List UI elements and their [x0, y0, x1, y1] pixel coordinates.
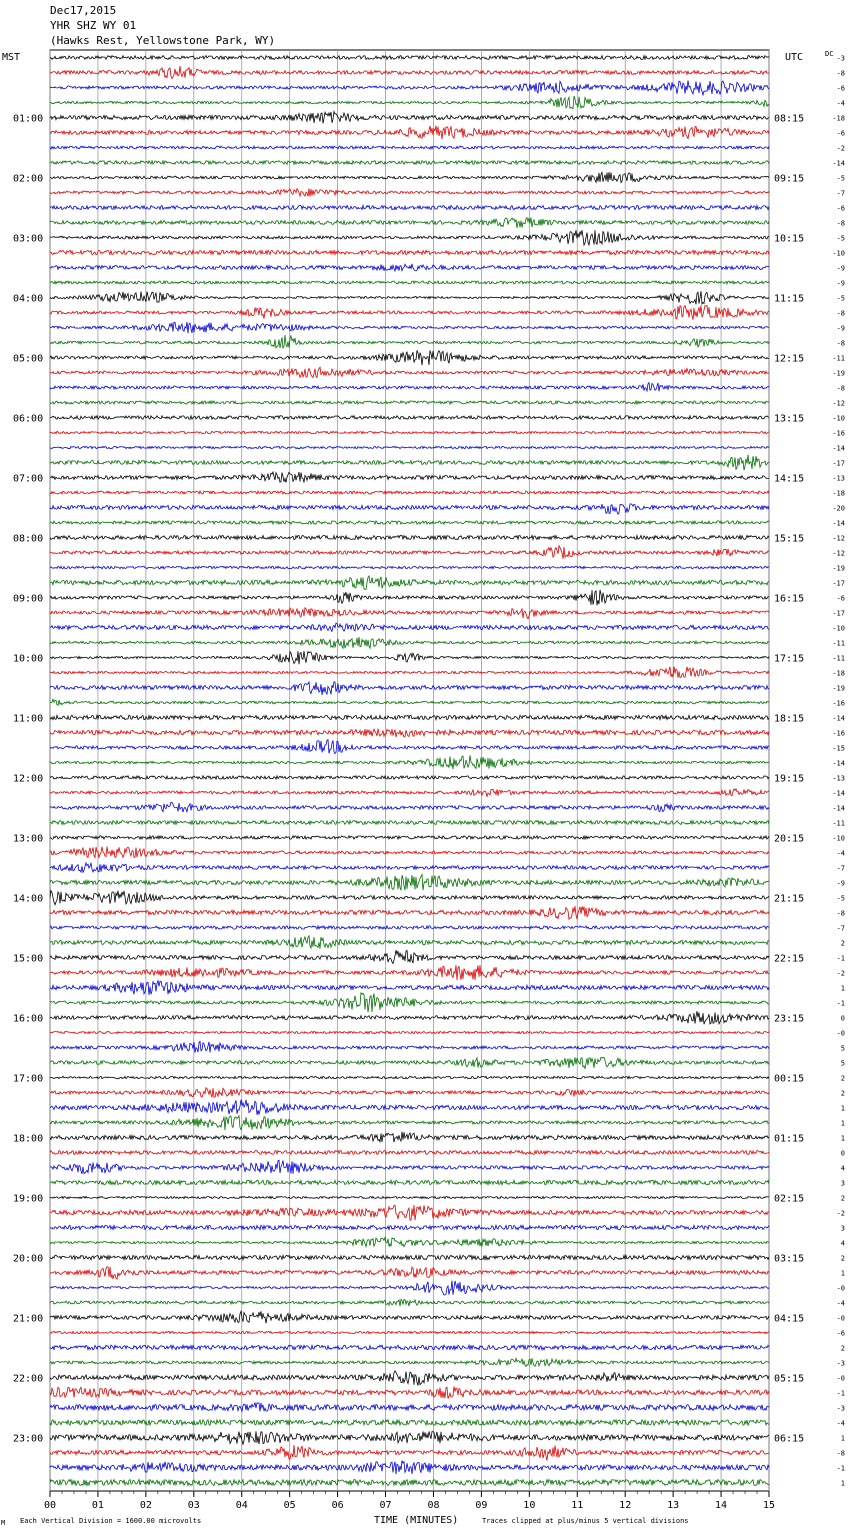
dc-offset-value: -14	[832, 714, 845, 723]
dc-offset-value: 3	[840, 1179, 845, 1188]
seismic-trace	[50, 446, 769, 448]
dc-offset-value: -7	[836, 189, 845, 198]
seismic-trace	[50, 715, 769, 719]
seismic-trace	[50, 1445, 769, 1460]
dc-offset-value: 0	[840, 1014, 845, 1023]
corner-mark: M	[1, 1519, 6, 1527]
x-tick-label: 02	[139, 1500, 152, 1511]
dc-offset-value: -20	[832, 504, 845, 513]
dc-offset-value: -9	[836, 279, 845, 288]
seismic-trace	[50, 637, 769, 648]
x-tick-label: 12	[619, 1500, 632, 1511]
hour-label-mst: 20:00	[13, 1253, 44, 1265]
seismic-trace	[50, 383, 769, 392]
dc-offset-value: -14	[832, 759, 845, 768]
dc-offset-value: -14	[832, 444, 845, 453]
hour-label-mst: 17:00	[13, 1073, 44, 1085]
hour-label-mst: 01:00	[13, 113, 44, 125]
seismic-trace	[50, 281, 769, 284]
seismic-trace	[50, 350, 769, 365]
dc-offset-value: -6	[836, 84, 845, 93]
seismic-trace	[50, 1057, 769, 1068]
hour-label-utc: 16:15	[774, 593, 805, 605]
dc-offset-value: -12	[832, 399, 845, 408]
x-tick-label: 00	[43, 1500, 57, 1511]
x-tick-label: 09	[475, 1500, 488, 1511]
seismic-trace	[50, 821, 769, 825]
seismic-trace	[50, 291, 769, 304]
seismic-trace	[50, 1180, 769, 1184]
dc-offset-value: -16	[832, 429, 845, 438]
dc-offset-value: -0	[836, 1029, 845, 1038]
dc-offset-value: 1	[840, 1134, 845, 1143]
dc-offset-value: -18	[832, 114, 845, 123]
dc-offset-value: -16	[832, 729, 845, 738]
dc-offset-value: -2	[836, 969, 845, 978]
seismic-trace	[50, 161, 769, 165]
hour-label-mst: 16:00	[13, 1013, 44, 1025]
dc-offset-value: -12	[832, 534, 845, 543]
hour-label-mst: 04:00	[13, 293, 44, 305]
dc-offset-value: 1	[840, 1104, 845, 1113]
seismic-trace	[50, 172, 769, 183]
hour-label-utc: 17:15	[774, 653, 805, 665]
hour-label-utc: 21:15	[774, 893, 805, 905]
dc-offset-value: -7	[836, 924, 845, 933]
seismic-trace	[50, 455, 769, 471]
seismic-trace	[50, 729, 769, 737]
dc-offset-value: 5	[840, 1059, 845, 1068]
dc-offset-value: -14	[832, 519, 845, 528]
x-tick-label: 07	[379, 1500, 392, 1511]
hour-label-utc: 04:15	[774, 1313, 805, 1325]
seismic-trace	[50, 1151, 769, 1155]
dc-offset-value: -5	[836, 294, 845, 303]
seismic-trace	[50, 1160, 769, 1174]
dc-offset-value: -11	[832, 639, 845, 648]
dc-offset-value: 1	[840, 1269, 845, 1278]
dc-offset-value: 0	[840, 1149, 845, 1158]
seismic-trace	[50, 936, 769, 949]
dc-offset-value: 1	[840, 984, 845, 993]
dc-offset-value: 2	[840, 1254, 845, 1263]
hour-label-utc: 10:15	[774, 233, 805, 245]
dc-offset-value: -18	[832, 489, 845, 498]
seismic-trace	[50, 875, 769, 891]
x-tick-label: 10	[523, 1500, 536, 1511]
dc-offset-value: -12	[832, 549, 845, 558]
dc-offset-value: 1	[840, 1479, 845, 1488]
dc-offset-value: -9	[836, 264, 845, 273]
dc-offset-value: -1	[836, 1389, 845, 1398]
dc-offset-value: -10	[832, 249, 845, 258]
seismic-trace	[50, 1041, 769, 1052]
hour-label-utc: 00:15	[774, 1073, 805, 1085]
seismic-trace	[50, 1387, 769, 1399]
seismic-trace	[50, 1403, 769, 1412]
seismic-trace	[50, 863, 769, 872]
dc-offset-value: 2	[840, 1344, 845, 1353]
hour-label-utc: 06:15	[774, 1433, 805, 1445]
hour-label-mst: 15:00	[13, 953, 44, 965]
hour-label-utc: 19:15	[774, 773, 805, 785]
seismic-trace	[50, 651, 769, 664]
hour-label-mst: 10:00	[13, 653, 44, 665]
x-tick-label: 14	[715, 1500, 728, 1511]
seismic-trace	[50, 1331, 769, 1333]
seismic-trace	[50, 847, 769, 858]
hour-label-utc: 15:15	[774, 533, 805, 545]
seismic-trace	[50, 80, 769, 95]
seismic-trace	[50, 776, 769, 779]
seismic-trace	[50, 1431, 769, 1444]
hour-label-utc: 11:15	[774, 293, 805, 305]
dc-offset-value: 3	[840, 1224, 845, 1233]
seismic-trace	[50, 590, 769, 605]
seismic-trace	[50, 926, 769, 929]
hour-label-mst: 14:00	[13, 893, 44, 905]
seismic-trace	[50, 431, 769, 433]
dc-offset-value: -6	[836, 594, 845, 603]
seismic-trace	[50, 891, 769, 905]
x-tick-label: 08	[427, 1500, 440, 1511]
scale-note: Each Vertical Division = 1600.00 microvolts	[20, 1517, 202, 1525]
seismic-trace	[50, 322, 769, 333]
seismic-trace	[50, 1100, 769, 1115]
dc-label: DC	[825, 50, 834, 58]
seismic-trace	[50, 546, 769, 559]
x-tick-label: 04	[235, 1500, 248, 1511]
x-tick-label: 01	[91, 1500, 104, 1511]
dc-offset-value: -19	[832, 564, 845, 573]
dc-offset-value: -10	[832, 414, 845, 423]
seismic-trace	[50, 189, 769, 197]
dc-offset-value: -8	[836, 69, 845, 78]
seismic-trace	[50, 230, 769, 245]
dc-offset-value: -6	[836, 1329, 845, 1338]
hour-label-utc: 09:15	[774, 173, 805, 185]
seismic-trace	[50, 699, 769, 705]
dc-offset-value: -5	[836, 174, 845, 183]
seismic-trace	[50, 491, 769, 494]
hour-label-utc: 22:15	[774, 953, 805, 965]
seismic-trace	[50, 205, 769, 209]
hour-label-utc: 05:15	[774, 1373, 805, 1385]
seismic-trace	[50, 950, 769, 963]
dc-offset-value: -1	[836, 954, 845, 963]
seismic-trace	[50, 401, 769, 404]
hour-label-utc: 13:15	[774, 413, 805, 425]
hour-label-utc: 20:15	[774, 833, 805, 845]
hour-label-mst: 11:00	[13, 713, 44, 725]
dc-offset-value: -0	[836, 1284, 845, 1293]
seismic-trace	[50, 536, 769, 540]
seismic-trace	[50, 335, 769, 348]
x-tick-label: 05	[283, 1500, 296, 1511]
mst-axis-label: MST	[2, 52, 21, 63]
seismic-trace	[50, 521, 769, 524]
seismic-trace	[50, 789, 769, 797]
dc-offset-value: -3	[836, 54, 845, 63]
dc-offset-value: -5	[836, 894, 845, 903]
seismic-trace	[50, 472, 769, 483]
dc-offset-value: 2	[840, 939, 845, 948]
utc-axis-label: UTC	[785, 52, 804, 63]
seismic-trace	[50, 740, 769, 754]
dc-offset-value: -9	[836, 324, 845, 333]
seismic-trace	[50, 367, 769, 377]
hour-label-mst: 06:00	[13, 413, 44, 425]
x-tick-label: 11	[571, 1500, 584, 1511]
dc-offset-value: -18	[832, 669, 845, 678]
seismic-trace	[50, 126, 769, 139]
dc-offset-value: -10	[832, 834, 845, 843]
hour-label-mst: 05:00	[13, 353, 44, 365]
dc-offset-value: -6	[836, 129, 845, 138]
dc-offset-value: -17	[832, 609, 845, 618]
dc-offset-value: 4	[840, 1239, 845, 1248]
dc-offset-value: -9	[836, 879, 845, 888]
hour-label-mst: 08:00	[13, 533, 44, 545]
hour-label-utc: 08:15	[774, 113, 805, 125]
dc-offset-value: -6	[836, 204, 845, 213]
seismic-trace	[50, 146, 769, 149]
seismic-trace	[50, 1358, 769, 1366]
dc-offset-value: -11	[832, 654, 845, 663]
dc-offset-value: -8	[836, 309, 845, 318]
seismic-trace	[50, 1225, 769, 1229]
dc-offset-value: -4	[836, 1419, 845, 1428]
station-label: YHR SHZ WY 01	[50, 19, 137, 32]
seismic-trace	[50, 576, 769, 590]
seismic-trace	[50, 836, 769, 839]
dc-offset-value: -11	[832, 819, 845, 828]
seismic-trace	[50, 1281, 769, 1296]
seismic-trace	[50, 112, 769, 124]
hour-label-mst: 23:00	[13, 1433, 44, 1445]
seismic-trace	[50, 1031, 769, 1033]
x-tick-label: 15	[762, 1500, 776, 1511]
seismic-trace	[50, 608, 769, 619]
dc-offset-value: -8	[836, 219, 845, 228]
hour-label-utc: 23:15	[774, 1013, 805, 1025]
seismic-trace	[50, 566, 769, 569]
seismic-trace	[50, 66, 769, 79]
seismic-trace	[50, 96, 769, 109]
clip-note: Traces clipped at plus/minus 5 vertical divisions	[482, 1517, 689, 1525]
dc-offset-value: 2	[840, 1194, 845, 1203]
dc-offset-value: -19	[832, 684, 845, 693]
dc-offset-value: -3	[836, 1404, 845, 1413]
seismic-trace	[50, 1255, 769, 1259]
seismic-trace	[50, 305, 769, 319]
seismic-trace	[50, 1205, 769, 1220]
hour-label-utc: 01:15	[774, 1133, 805, 1145]
dc-offset-value: -4	[836, 1299, 845, 1308]
dc-offset-value: -14	[832, 159, 845, 168]
seismic-trace	[50, 504, 769, 514]
hour-label-utc: 03:15	[774, 1253, 805, 1265]
hour-label-utc: 14:15	[774, 473, 805, 485]
dc-offset-value: -4	[836, 99, 845, 108]
dc-offset-value: -2	[836, 1209, 845, 1218]
hour-label-mst: 13:00	[13, 833, 44, 845]
seismic-trace	[50, 264, 769, 272]
dc-offset-value: -17	[832, 459, 845, 468]
seismic-trace	[50, 1311, 769, 1323]
seismic-trace	[50, 1345, 769, 1350]
dc-offset-value: 4	[840, 1164, 845, 1173]
dc-offset-value: -1	[836, 999, 845, 1008]
seismic-trace	[50, 667, 769, 678]
dc-offset-value: -5	[836, 234, 845, 243]
hour-label-utc: 12:15	[774, 353, 805, 365]
dc-offset-value: 5	[840, 1044, 845, 1053]
seismic-trace	[50, 416, 769, 420]
dc-offset-value: -19	[832, 369, 845, 378]
seismic-trace	[50, 218, 769, 228]
dc-offset-value: -14	[832, 804, 845, 813]
seismic-trace	[50, 755, 769, 769]
seismic-trace	[50, 1116, 769, 1130]
hour-label-utc: 18:15	[774, 713, 805, 725]
seismic-trace	[50, 56, 769, 60]
seismic-trace	[50, 1076, 769, 1078]
seismic-trace	[50, 802, 769, 812]
dc-offset-value: -1	[836, 1464, 845, 1473]
seismic-trace	[50, 1420, 769, 1425]
seismic-trace	[50, 250, 769, 254]
hour-label-mst: 02:00	[13, 173, 44, 185]
seismic-trace	[50, 1088, 769, 1098]
dc-offset-value: -8	[836, 1449, 845, 1458]
hour-label-mst: 22:00	[13, 1373, 44, 1385]
x-tick-label: 06	[331, 1500, 344, 1511]
seismic-trace	[50, 1237, 769, 1246]
seismic-trace	[50, 993, 769, 1012]
date-label: Dec17,2015	[50, 4, 117, 17]
hour-label-mst: 18:00	[13, 1133, 44, 1145]
seismic-trace	[50, 981, 769, 995]
dc-offset-value: -7	[836, 864, 845, 873]
dc-offset-value: -13	[832, 474, 845, 483]
dc-offset-value: -0	[836, 1374, 845, 1383]
dc-offset-value: -11	[832, 354, 845, 363]
seismic-trace	[50, 1267, 769, 1279]
dc-offset-value: -8	[836, 339, 845, 348]
dc-offset-value: 1	[840, 1434, 845, 1443]
seismic-trace	[50, 1196, 769, 1198]
seismic-trace	[50, 965, 769, 980]
hour-label-utc: 02:15	[774, 1193, 805, 1205]
dc-offset-value: -13	[832, 774, 845, 783]
seismic-trace	[50, 1480, 769, 1486]
hour-label-mst: 19:00	[13, 1193, 44, 1205]
hour-label-mst: 21:00	[13, 1313, 44, 1325]
location-label: (Hawks Rest, Yellowstone Park, WY)	[50, 34, 276, 47]
dc-offset-value: -8	[836, 909, 845, 918]
seismic-trace	[50, 1371, 769, 1386]
x-tick-label: 03	[187, 1500, 200, 1511]
seismic-trace	[50, 682, 769, 695]
dc-offset-value: -8	[836, 384, 845, 393]
dc-offset-value: -10	[832, 624, 845, 633]
seismic-trace	[50, 1461, 769, 1475]
hour-label-mst: 09:00	[13, 593, 44, 605]
dc-offset-value: -2	[836, 144, 845, 153]
dc-offset-value: 2	[840, 1089, 845, 1098]
dc-offset-value: -16	[832, 699, 845, 708]
seismic-trace	[50, 623, 769, 631]
dc-offset-value: -3	[836, 1359, 845, 1368]
seismic-trace	[50, 1132, 769, 1143]
dc-offset-value: -0	[836, 1314, 845, 1323]
dc-offset-value: 2	[840, 1074, 845, 1083]
dc-offset-value: -17	[832, 579, 845, 588]
dc-offset-value: -14	[832, 789, 845, 798]
x-axis-title: TIME (MINUTES)	[374, 1515, 459, 1526]
hour-label-mst: 12:00	[13, 773, 44, 785]
seismic-trace	[50, 1300, 769, 1307]
hour-label-mst: 07:00	[13, 473, 44, 485]
dc-offset-value: -4	[836, 849, 845, 858]
seismic-trace	[50, 1011, 769, 1024]
x-tick-label: 13	[667, 1500, 680, 1511]
hour-label-mst: 03:00	[13, 233, 44, 245]
dc-offset-value: 1	[840, 1119, 845, 1128]
seismic-trace	[50, 906, 769, 919]
dc-offset-value: -15	[832, 744, 845, 753]
